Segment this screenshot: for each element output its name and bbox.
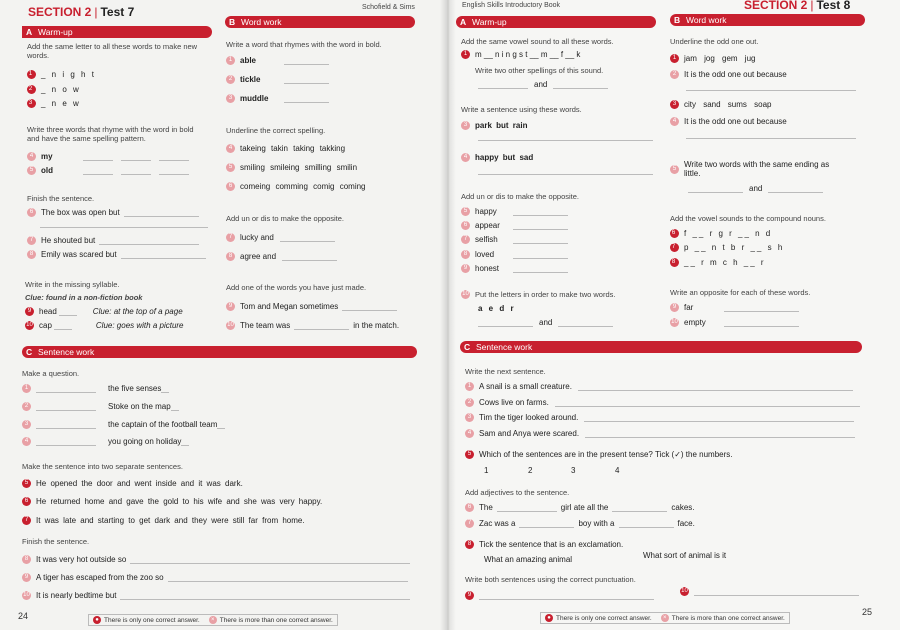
list-item: 9 head Clue: at the top of a page (25, 307, 183, 316)
clue: Clue: found in a non-fiction book (25, 293, 143, 302)
tick-option[interactable]: 4 (615, 466, 620, 475)
list-item: 3 _ n e w (28, 99, 81, 108)
list-item: 5 smiling smileing smilling smilin (226, 163, 357, 172)
answer-line (478, 140, 653, 141)
answer-line (478, 174, 653, 175)
list-item: 10 The team was in the match. (227, 321, 400, 330)
list-item: 1 the five senses (22, 384, 169, 393)
list-item: 3 Tim the tiger looked around. (465, 413, 854, 422)
list-item: 7 lucky and (226, 233, 335, 242)
warmup-header: A Warm-up (22, 26, 212, 38)
list-item: 2 Stoke on the map (22, 402, 179, 411)
page-number: 24 (18, 611, 29, 621)
list-item: and (478, 80, 608, 89)
list-item: 8 agree and (226, 252, 337, 261)
instruction: Add adjectives to the sentence. (465, 488, 570, 497)
list-item: 9 (465, 591, 654, 600)
list-item: 2 tickle (226, 75, 329, 84)
book-spine (440, 0, 456, 630)
list-item: 7 It was late and starting to get dark and they were still far from home. (22, 516, 305, 525)
section-title: SECTION 2 | Test 8 (744, 0, 851, 12)
list-item: 8 Tick the sentence that is an exclamation. (465, 540, 623, 549)
page-number: 25 (862, 607, 873, 617)
list-item: 9 far (670, 303, 799, 312)
list-item: 6 The box was open but (27, 208, 199, 217)
list-item: 6 f __ r g r __ n d (671, 229, 773, 238)
instruction: Write in the missing syllable. (25, 280, 120, 289)
list-item: 3 park but rain (461, 121, 527, 130)
list-item: 6 He returned home and gave the gold to his wife and she was very happy. (22, 497, 322, 506)
list-item: 1 m __ n i n g s t __ m __ f __ k (461, 50, 580, 59)
right-page (448, 0, 900, 630)
instruction: Finish the sentence. (27, 194, 95, 203)
letters: a e d r (478, 304, 516, 313)
running-head: Schofield & Sims (362, 4, 415, 11)
instruction: Underline the odd one out. (670, 37, 759, 46)
list-item: 5 old (27, 166, 189, 175)
instruction: Add the same vowel sound to all these words. (461, 37, 614, 46)
list-item: 9 A tiger has escaped from the zoo so (22, 573, 408, 582)
list-item: 7 Zac was a boy with a face. (465, 519, 695, 528)
list-item: 4 It is the odd one out because (670, 117, 787, 126)
instruction: Add un or dis to make the opposite. (226, 214, 344, 223)
answer-legend: ● There is only one correct answer. × There is more than one correct answer. (540, 612, 790, 624)
list-item: 1 jam jog gem jug (670, 54, 755, 63)
list-item: 4 takeing takin taking takking (226, 144, 345, 153)
exclamation-option[interactable]: What sort of animal is it (643, 551, 727, 560)
list-item: 1 able (226, 56, 329, 65)
wordwork-header: B Word work (670, 14, 865, 26)
instruction: Write an opposite for each of these words. (670, 288, 811, 297)
list-item: 6 appear (461, 221, 568, 230)
answer-line (40, 227, 208, 228)
instruction: Underline the correct spelling. (226, 126, 326, 135)
list-item: 3 city sand sums soap (670, 100, 771, 109)
instruction: Write three words that rhyme with the word in bold and have the same spelling pattern. (27, 125, 194, 143)
section-title: SECTION 2 | Test 7 (28, 5, 135, 19)
list-item: 1 A snail is a small creature. (465, 382, 853, 391)
answer-legend: ● There is only one correct answer. × There is more than one correct answer. (88, 614, 338, 626)
list-item: 2 Cows live on farms. (465, 398, 860, 407)
sentencework-header: C Sentence work (460, 341, 862, 353)
tick-option[interactable]: 2 (528, 466, 533, 475)
list-item: 9 honest (461, 264, 568, 273)
one-answer-icon: ● (93, 616, 101, 624)
list-item: 4 Sam and Anya were scared. (465, 429, 855, 438)
list-item: 5 happy (461, 207, 568, 216)
instruction: Finish the sentence. (22, 537, 90, 546)
answer-line (686, 90, 856, 91)
list-item: 7 p __ n t b r __ s h (671, 243, 785, 252)
list-item: 5 He opened the door and went inside and it was dark. (22, 479, 243, 488)
list-item: 8 __ r m c h __ r (671, 258, 766, 267)
list-item: 7 selfish (461, 235, 568, 244)
instruction: Write the next sentence. (465, 367, 546, 376)
list-item: 8 It was very hot outside so (22, 555, 410, 564)
instruction: Make the sentence into two separate sentences. (22, 462, 183, 471)
list-item: 2 _ n o w (28, 85, 81, 94)
list-item: 10 It is nearly bedtime but (22, 591, 410, 600)
list-item: 5 Which of the sentences are in the present tense? Tick (✓) the numbers. (465, 450, 733, 459)
list-item: 5 Write two words with the same ending as little. (670, 160, 840, 178)
instruction: Write a word that rhymes with the word in bold. (226, 40, 382, 49)
list-item: 8 Emily was scared but (27, 250, 206, 259)
left-page (0, 0, 448, 630)
list-item: 3 muddle (226, 94, 329, 103)
instruction: Add one of the words you have just made. (226, 283, 367, 292)
one-answer-icon: ● (545, 614, 553, 622)
exclamation-option[interactable]: What an amazing animal (484, 555, 573, 564)
warmup-header: A Warm-up (456, 16, 656, 28)
running-head: English Skills Introductory Book (462, 2, 561, 9)
list-item: 4 happy but sad (461, 153, 533, 162)
wordwork-header: B Word work (225, 16, 415, 28)
instruction: Add un or dis to make the opposite. (461, 192, 579, 201)
list-item: and (688, 184, 823, 193)
list-item: 1 _ n i g h t (28, 70, 96, 79)
list-item: 10 cap Clue: goes with a picture (26, 321, 184, 330)
instruction: Make a question. (22, 369, 80, 378)
more-answers-icon: × (209, 616, 217, 624)
list-item: 7 He shouted but (27, 236, 199, 245)
instruction: Write both sentences using the correct punctuation. (465, 575, 636, 584)
list-item: 10 Put the letters in order to make two words. (462, 290, 616, 299)
list-item: and (478, 318, 613, 327)
more-answers-icon: × (661, 614, 669, 622)
tick-option[interactable]: 3 (571, 466, 576, 475)
instruction: Add the same letter to all these words to make new words. (27, 42, 198, 60)
list-item: 4 my (27, 152, 189, 161)
list-item: 8 loved (461, 250, 568, 259)
list-item: 10 (680, 587, 859, 596)
instruction: Add the vowel sounds to the compound nouns. (670, 214, 826, 223)
list-item: Write two other spellings of this sound. (475, 66, 604, 75)
list-item: 6 comeing comming comig coming (226, 182, 366, 191)
list-item: 2 It is the odd one out because (670, 70, 787, 79)
list-item: 10 empty (670, 318, 799, 327)
sentencework-header: C Sentence work (22, 346, 417, 358)
list-item: 6 The girl ate all the cakes. (465, 503, 695, 512)
tick-option[interactable]: 1 (484, 466, 489, 475)
instruction: Write a sentence using these words. (461, 105, 582, 114)
answer-line (686, 138, 856, 139)
list-item: 9 Tom and Megan sometimes (226, 302, 397, 311)
list-item: 4 you going on holiday (22, 437, 189, 446)
list-item: 3 the captain of the football team (22, 420, 225, 429)
